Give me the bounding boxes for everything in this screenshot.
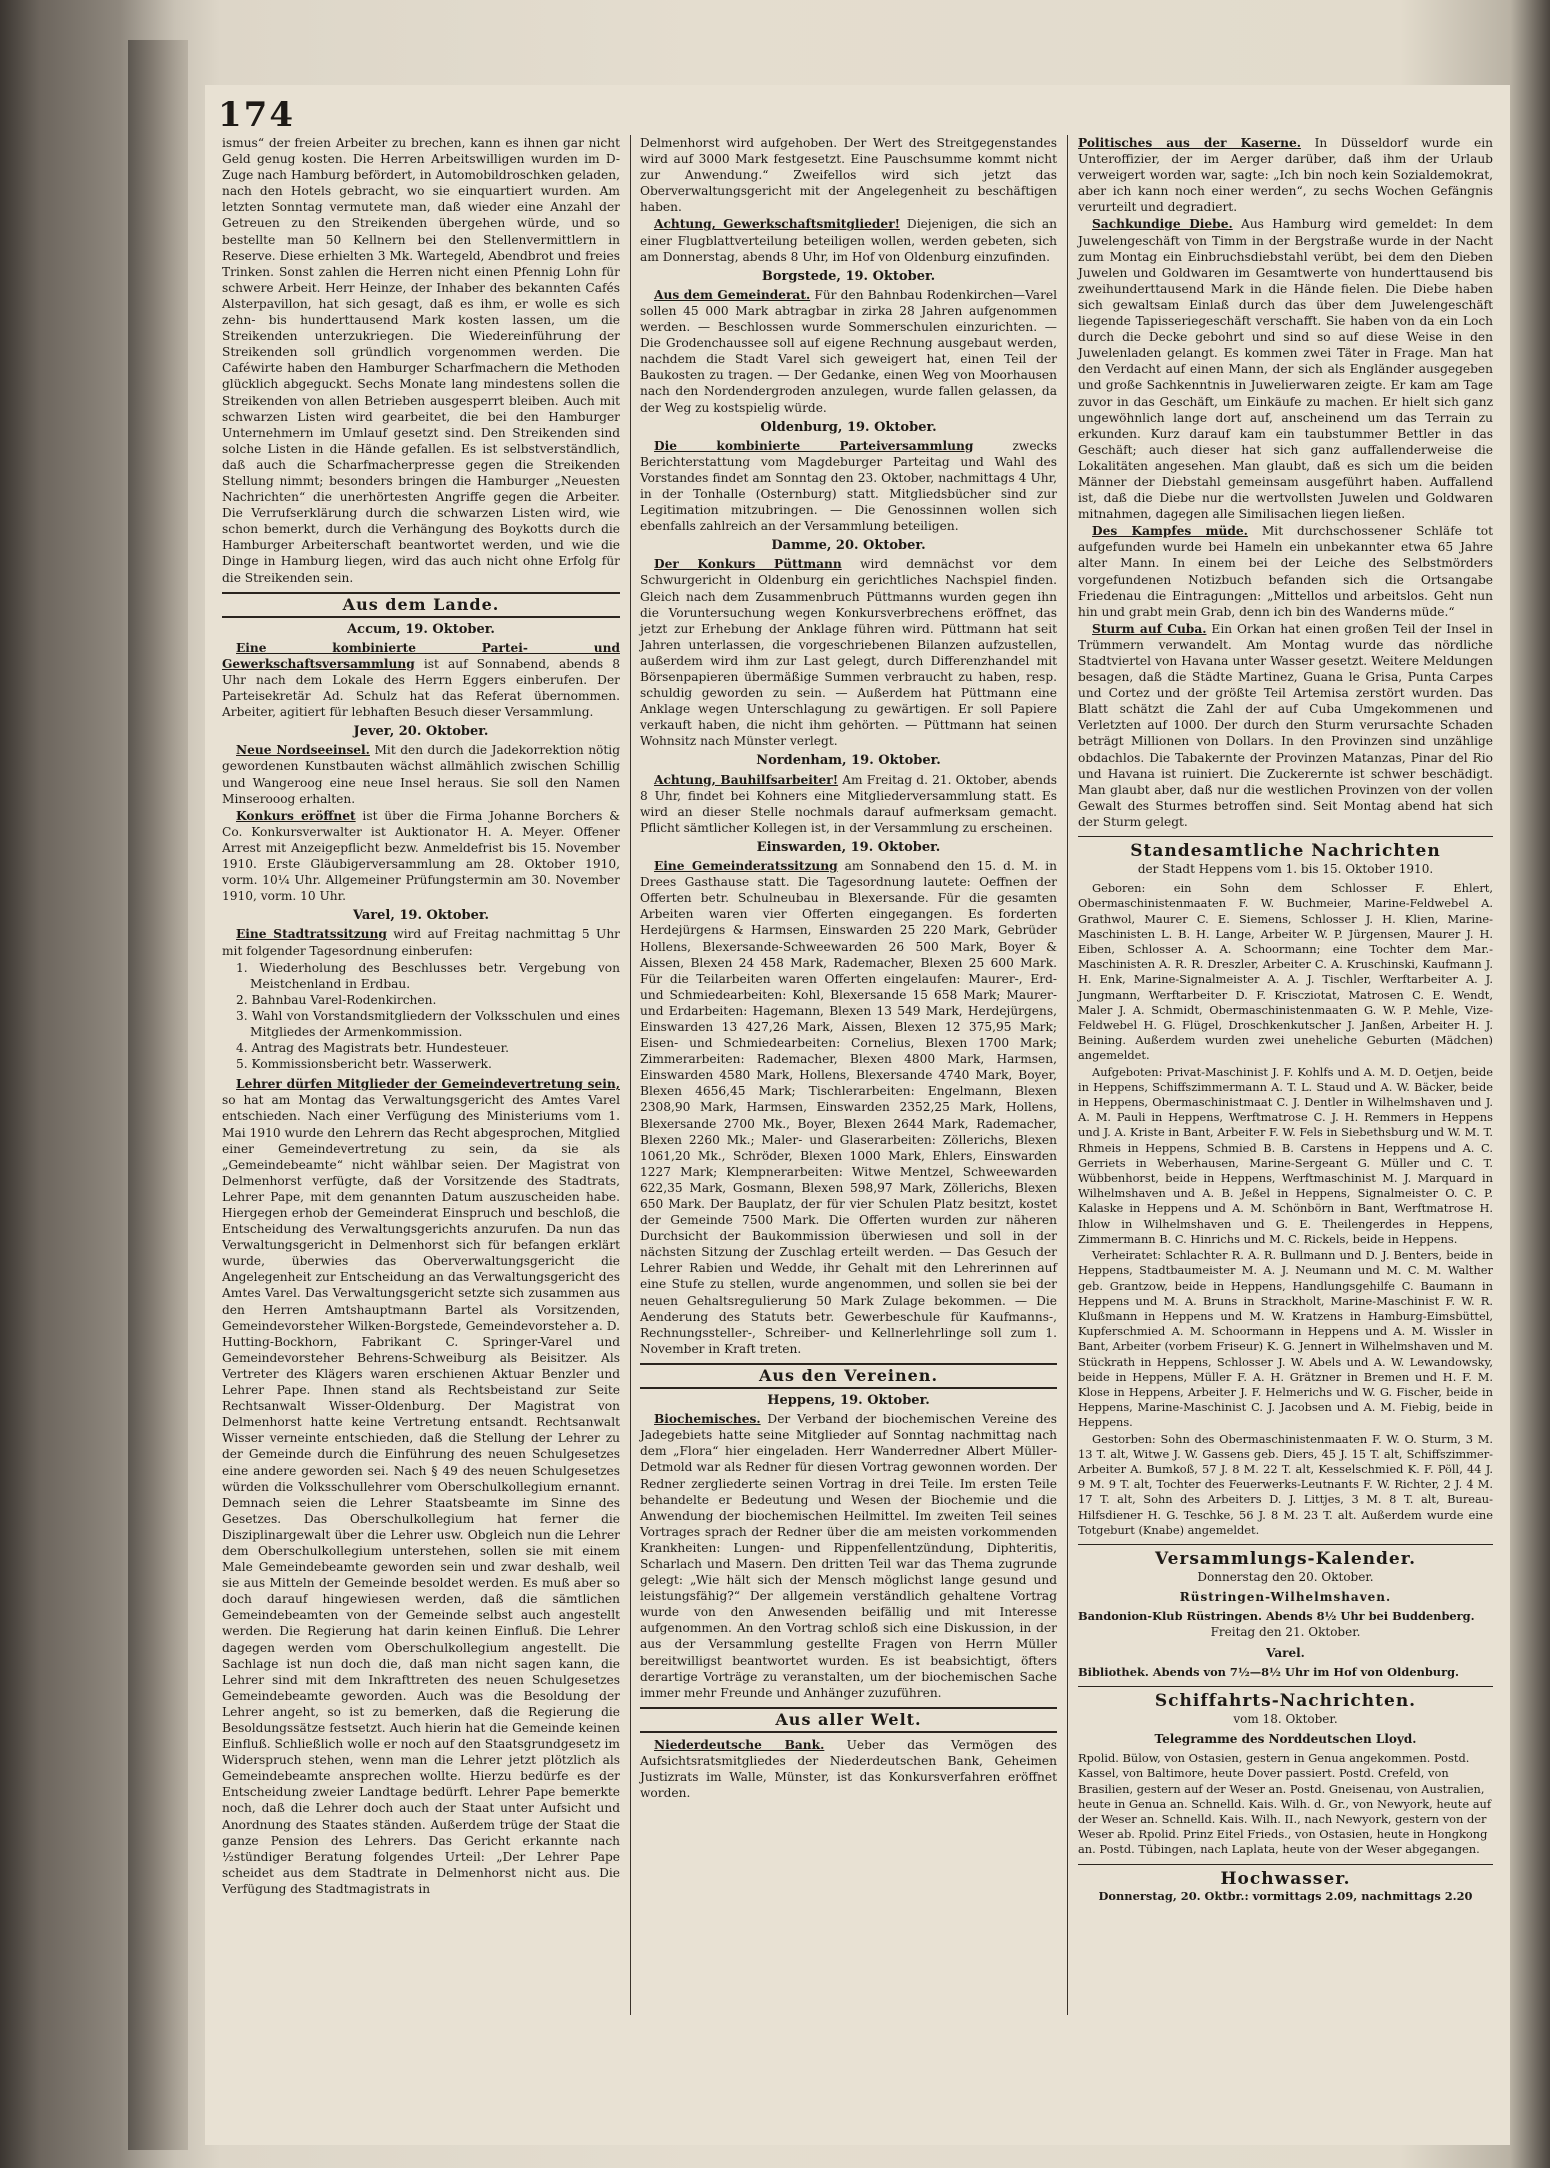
article-paragraph xyxy=(222,808,620,905)
article-paragraph xyxy=(222,1076,620,1897)
dateline: Oldenburg, 19. Oktober. xyxy=(760,419,937,435)
article-keyword: Eine kombinierte Partei- und Gewerkschaftsversammlung xyxy=(222,640,620,671)
article-keyword: Achtung, Bauhilfsarbeiter! xyxy=(654,772,839,787)
article-paragraph xyxy=(640,772,1057,836)
article-text: wird demnächst vor dem Schwurgericht in Oldenburg ein gerichtliches Nachspiel finden. Gleich nach dem Zusammenbruch Püttmanns wurden gegen ihn die Voruntersuchung wegen Konkursverbrechens eröffnet, das jetzt zur Erhebung der Anklage führen wird. Püttmann hat seit Jahren unterlassen, die vorgeschriebenen Bilanzen aufzustellen, außerdem wird ihm zur Last gelegt, durch Differenzhandel mit Börsenpapieren übermäßige Summen verbraucht zu haben, resp. schuldig geworden zu sein. — Außerdem hat Püttmann eine Anklage wegen Unterschlagung zu gewärtigen. Er soll Papiere verkauft haben, die nicht ihm gehörten. — Püttmann hat seinen Wohnsitz nach Münster verlegt. xyxy=(640,557,1058,749)
article-paragraph xyxy=(1078,523,1493,620)
article-text: Delmenhorst wird aufgehoben. Der Wert des Streitgegenstandes wird auf 3000 Mark festgesetzt. Eine Pauschsumme kommt nicht zur Anwendung.“ Zweifellos wird sich jetzt das Oberverwaltungsgericht mit der Angelegenheit zu beschäftigen haben. xyxy=(640,136,1057,215)
article-text: Aus Hamburg wird gemeldet: In dem Juwelengeschäft von Timm in der Bergstraße wurde in der Nacht zum Montag ein Einbruchsdiebstahl verübt, bei dem den Dieben Juwelen und Goldwaren im Gesamtwerte von hunderttausend bis zweihunderttausend Mark in die Hände fielen. Die Diebe haben sich gewaltsam Einlaß durch das über dem Juwelengeschäft liegende Tapisseriegeschäft verschafft. Sie haben von da ein Loch durch die Decke gebohrt und sind so auf diese Weise in den Juwelenladen gelangt. Es kommen zwei Täter in Frage. Man hat den Verdacht auf einen Mann, der sich als Engländer ausgegeben und große Sachkenntnis in Juwelierwaren zeigte. Er kam am Tage zuvor in das Geschäft, um Einkäufe zu machen. Er hielt sich ganz ungewöhnlich lange dort auf, anscheinend um das Terrain zu erkunden. Kurz darauf kam ein taubstummer Bettler in das Geschäft; auch dieser hat sich ganz auffallenderweise die Lokalitäten angesehen. Man glaubt, daß es sich um die beiden Männer der Diebstahl gemeinsam ausgeführt haben. Auffallend ist, daß die Diebe nur die wertvollsten Juwelen und Goldwaren mitnahmen, dagegen alle Similisachen liegen ließen. xyxy=(1078,217,1493,522)
shipping-list: Rpolid. Bülow, von Ostasien, gestern in Genua angekommen. Postd. Kassel, von Baltimore, heute Dover passiert. Postd. Crefeld, von Brasilien, gestern auf der Weser an. Postd. Gneisenau, von Australien, heute in Genua an. Schnelld. Kais. Wilh. d. Gr., von Newyork, heute auf der Weser an. Schnelld. Kais. Wilh. II., nach Newyork, gestern von der Weser ab. Rpolid. Prinz Eitel Frieds., von Ostasien, heute in Hongkong an. Postd. Tübingen, nach Laplata, heute von der Weser abgegangen. xyxy=(1078,1751,1492,1857)
article-paragraph xyxy=(640,858,1057,1357)
column-2 xyxy=(640,135,1057,1802)
calendar-place: Varel. xyxy=(1266,1645,1305,1660)
article-text: Diejenigen, die sich an einer Flugblattverteilung beteiligen wollen, werden gebeten, sich am Donnerstag, abends 8 Uhr, im Hof von Oldenburg einzufinden. xyxy=(640,217,1057,264)
article-keyword: Politisches aus der Kaserne. xyxy=(1078,136,1301,150)
column-rule xyxy=(630,135,631,2015)
article-keyword: Des Kampfes müde. xyxy=(1092,524,1248,539)
calendar-entry: Bandonion-Klub Rüstringen. Abends 8½ Uhr bei Buddenberg. xyxy=(1078,1609,1475,1624)
agenda-item: 2. Bahnbau Varel-Rodenkirchen. xyxy=(236,992,437,1007)
dateline: Nordenham, 19. Oktober. xyxy=(756,753,941,769)
section-heading: Aus aller Welt. xyxy=(640,1707,1057,1733)
calendar-date: Donnerstag den 20. Oktober. xyxy=(1197,1570,1374,1585)
article-keyword: Niederdeutsche Bank. xyxy=(654,1737,825,1752)
agenda-item: 3. Wahl von Vorstandsmitgliedern der Volksschulen und eines Mitgliedes der Armenkommission. xyxy=(236,1008,620,1039)
agenda-item: 1. Wiederholung des Beschlusses betr. Vergebung von Meistchenland in Erdbau. xyxy=(236,960,620,991)
article-keyword: Eine Stadtratssitzung xyxy=(236,927,387,942)
article-text: Für den Bahnbau Rodenkirchen—Varel sollen 45 000 Mark abtragbar in zirka 28 Jahren aufgenommen werden. — Beschlossen wurde Sommerschulen einzurichten. — Die Grodenchaussee soll auf eigene Rechnung ausgebaut werden, nachdem die Stadt Varel sich geweigert hat, einen Teil der Baukosten zu tragen. — Der Gedanke, einen Weg von Moorhausen nach den Nordendergroden anzulegen, wurde fallen gelassen, da der Weg zu kostspielig würde. xyxy=(640,287,1058,415)
article-text: so hat am Montag das Verwaltungsgericht des Amtes Varel entschieden. Nach einer Verfügung des Ministeriums vom 1. Mai 1910 wurde den Lehrern das Recht abgesprochen, Mitglied einer Gemeindevertretung zu sein, da sie als „Gemeindebeamte“ nicht wählbar seien. Der Magistrat von Delmenhorst verfügte, daß der Vorsitzende des Stadtrats, Lehrer Pape, mit dem genannten Datum auszuscheiden habe. Hiergegen erhob der Gemeinderat Einspruch und beschloß, die Entscheidung des Verwaltungsgerichts anzurufen. Da nun das Verwaltungsgericht in Delmenhorst sich für befangen erklärt wurde, überwies das Oberverwaltungsgericht die Angelegenheit zur Entscheidung an das Verwaltungsgericht des Amtes Varel. Das Verwaltungsgericht setzte sich zusammen aus den Herren Amtshauptmann Bartel als Vorsitzenden, Gemeindevorsteher Wilken-Borgstede, Gemeindevorsteher a. D. Hutting-Bockhorn, Fabrikant C. Springer-Varel und Gemeindevorsteher Behrens-Schweiburg als Beisitzer. Als Vertreter des Klägers waren erschienen Aktuar Benzler und Lehrer Pape. Ihnen stand als Rechtsbeistand zur Seite Rechtsanwalt Wisser-Oldenburg. Der Magistrat von Delmenhorst hatte keine Vertretung entsandt. Rechtsanwalt Wisser verneinte entschieden, daß die Stellung der Lehrer zu der Gemeinde durch die Einführung des neuen Schulgesetzes eine andere geworden sei. Nach § 49 des neuen Schulgesetzes würden die Volksschullehrer vom Oberschulkollegium ernannt. Demnach seien die Lehrer Staatsbeamte im Sinne des Gesetzes. Das Oberschulkollegium hat ferner die Disziplinargewalt über die Lehrer usw. Obgleich nun die Lehrer dem Oberschulkollegium unterstehen, sollen sie mit einem Male Gemeindebeamte geworden sein und zwar deshalb, weil sie aus Mitteln der Gemeinde besoldet werden. Es muß aber so doch darauf hingewiesen werden, daß die sämtlichen Gemeindebeamten von der Gemeinde selbst auch angestellt werden. Die Regierung hat darin keinen Einfluß. Die Lehrer dagegen werden vom Oberschulkollegium angestellt. Die Sachlage ist nun doch die, daß man nicht sagen kann, die Lehrer sind mit dem Inkrafttreten des neuen Schulgesetzes Gemeindebeamte geworden. Auch was die Besoldung der Lehrer angeht, so ist zu bemerken, daß die Regierung die Besoldungssätze festsetzt. Auch hierin hat die Gemeinde keinen Einfluß. Schließlich wolle er noch auf den Staatsgrundgesetz im Widerspruch stehen, wenn man die Lehrer jetzt plötzlich als Gemeindebeamte ansprechen wollte. Hierzu bedürfe es der Entscheidung zweier Landtage bedürft. Lehrer Pape bemerkte noch, daß die Lehrer doch auch der Staat unter Aufsicht und Anordnung des Staates ständen. Außerdem trüge der Staat die ganze Pension des Lehrers. Das Gericht erkannte nach ½stündiger Beratung folgendes Urteil: „Der Lehrer Pape scheidet aus dem Stadtrate in Delmenhorst nicht aus. Die Verfügung des Stadtmagistrats in xyxy=(222,1093,620,1896)
dateline: Einswarden, 19. Oktober. xyxy=(756,839,941,855)
article-paragraph xyxy=(1078,621,1493,830)
section-heading: Aus dem Lande. xyxy=(222,592,620,618)
article-paragraph xyxy=(222,640,620,720)
article-keyword: Aus dem Gemeinderat. xyxy=(654,287,811,302)
registry-deaths: Gestorben: Sohn des Obermaschinistenmaaten F. W. O. Sturm, 3 M. 13 T. alt, Witwe J. W. Gassens geb. Diers, 45 J. 15 T. alt, Schiffszimmer-Arbeiter A. Bumkoß, 57 J. 8 M. 22 T. alt, Kesselschmied K. F. Pöll, 44 J. 9 M. 9 T. alt, Tochter des Feuerwerks-Leutnants F. W. Richter, 2 J. 4 M. 17 T. alt, Sohn des Arbeiters D. J. Littjes, 3 M. 8 T. alt, Bureau-Hilfsdiener H. G. Teschke, 56 J. 8 M. 23 T. alt. Außerdem wurde eine Totgeburt (Knabe) angemeldet. xyxy=(1078,1431,1493,1537)
section-subtitle: Telegramme des Norddeutschen Lloyd. xyxy=(1154,1732,1417,1747)
article-keyword: Eine Gemeinderatssitzung xyxy=(654,859,838,874)
section-heading: Versammlungs-Kalender. xyxy=(1154,1548,1417,1569)
article-paragraph xyxy=(1078,216,1493,522)
article-keyword: Die kombinierte Parteiversammlung xyxy=(654,438,974,453)
article-text: ist über die Firma Johanne Borchers & Co. Konkursverwalter ist Auktionator H. A. Meyer. Offener Arrest mit Anzeigepflicht bezw. Anmeldefrist bis 15. November 1910. Erste Gläubigerversammlung am 28. Oktober 1910, vorm. 10¼ Uhr. Allgemeiner Prüfungstermin am 30. November 1910, vorm. 10 Uhr. xyxy=(222,808,621,904)
article-paragraph xyxy=(222,742,620,806)
column-1 xyxy=(222,135,620,1898)
article-paragraph xyxy=(1078,135,1493,215)
section-heading: Aus den Vereinen. xyxy=(640,1363,1057,1389)
article-keyword: Biochemisches. xyxy=(654,1412,761,1427)
article-text: Der Verband der biochemischen Vereine des Jadegebiets hatte seine Mitglieder auf Sonntag nachmittag nach dem „Flora“ hier eingeladen. Herr Wanderredner Albert Müller-Detmold war als Redner für diesen Vortrag gewonnen worden. Der Redner zergliederte seinen Vortrag in drei Teile. Im ersten Teile behandelte er Bedeutung und Wesen der Biochemie und die Anwendung der biochemischen Heilmittel. Im zweiten Teil seines Vortrages sprach der Redner über die am meisten vorkommenden Krankheiten: Lungen- und Rippenfellentzündung, Diphteritis, Scharlach und Masern. Den dritten Teil war das Thema zugrunde gelegt: „Wie hält sich der Mensch möglichst lange gesund und leistungsfähig?“ Der allgemein verständlich gehaltene Vortrag wurde von den Anwesenden beifällig und mit Interesse aufgenommen. An den Vortrag schloß sich eine Diskussion, in der aus der Versammlung gestellte Fragen von Herrn Müller bereitwilligst beantwortet wurden. Es ist beabsichtigt, öfters derartige Vorträge zu veranstalten, um der biochemischen Sache immer mehr Freunde und Anhänger zuzuführen. xyxy=(640,1412,1057,1700)
section-subtitle: vom 18. Oktober. xyxy=(1233,1711,1338,1726)
article-text: Mit durchschossener Schläfe tot aufgefunden wurde bei Hameln ein unbekannter etwa 65 Jahre alter Mann. In einem bei der Leiche des Selbstmörders vorgefundenen Notizbuch befanden sich die Ortsangabe Friedenau die Eintragungen: „Mittellos und arbeitslos. Geht nun hin und grabt mein Grab, denn ich bin des Wanderns müde.“ xyxy=(1078,524,1493,619)
article-keyword: Neue Nordseeinsel. xyxy=(236,743,370,758)
article-text: zwecks Berichterstattung vom Magdeburger Parteitag und Wahl des Vorstandes findet am Sonntag den 23. Oktober, nachmittags 4 Uhr, in der Tonhalle (Osternburg) statt. Mitgliedsbücher sind zur Legitimation mitzubringen. — Die Genossinnen wollen sich ebenfalls zahlreich an der Versammlung beteiligen. xyxy=(640,438,1057,534)
article-text: In Düsseldorf wurde ein Unteroffizier, der im Aerger darüber, daß ihm der Urlaub verweigert worden war, sagte: „Ich bin noch kein Sozialdemokrat, aber ich kann noch einer werden“, zu sechs Wochen Gefängnis verurteilt und degradiert. xyxy=(1078,136,1493,215)
dateline: Heppens, 19. Oktober. xyxy=(767,1393,930,1409)
registry-marriages: Verheiratet: Schlachter R. A. R. Bullmann und D. J. Benters, beide in Heppens, Stadtbaumeister M. A. J. Neumann und M. C. M. Walther geb. Grantzow, beide in Heppens, Handlungsgehilfe C. Baumann in Heppens und M. A. Bruns in Strackholt, Marine-Maschinist F. W. R. Klußmann in Heppens und M. W. Kratzens in Hamburg-Eimsbüttel, Kupferschmied A. M. Schoormann in Heppens und A. M. Wissler in Bant, Arbeiter (vorbem Friseur) K. G. Jennert in Wilhelmshaven und M. Stückrath in Heppens, Schlosser J. W. Abels und A. W. Lewandowsky, beide in Heppens, Müller F. A. H. Grätzner in Bremen und H. F. M. Klose in Heppens, Arbeiter J. F. Helmerichs und W. G. Fischer, beide in Heppens, Marine-Maschinist C. J. Jacobsen und A. M. Fiebig, beide in Heppens. xyxy=(1078,1248,1493,1430)
article-text: wird auf Freitag nachmittag 5 Uhr mit folgender Tagesordnung einberufen: xyxy=(222,927,621,958)
tide-times: Donnerstag, 20. Oktbr.: vormittags 2.09, nachmittags 2.20 xyxy=(1098,1888,1473,1903)
article-text: ist auf Sonnabend, abends 8 Uhr nach dem Lokale des Herrn Eggers einberufen. Der Parteisekretär Ad. Schulz hat das Referat übernommen. Arbeiter, agitiert für lebhaften Besuch dieser Versammlung. xyxy=(222,656,620,720)
column-rule xyxy=(1067,135,1068,2015)
article-keyword: Achtung, Gewerkschaftsmitglieder! xyxy=(654,217,900,232)
article-text: Ueber das Vermögen des Aufsichtsratsmitgliedes der Niederdeutschen Bank, Geheimen Justizrats im Walle, Münster, ist das Konkursverfahren eröffnet worden. xyxy=(640,1737,1058,1801)
registry-births: Geboren: ein Sohn dem Schlosser F. Ehlert, Obermaschinistenmaaten F. W. Buchmeier, Marine-Feldwebel A. Grathwol, Maurer C. E. Siemens, Schlosser J. H. Klien, Marine-Maschinisten L. B. H. Lange, Arbeiter W. P. Jürgensen, Maurer J. H. Eiben, Schlosser A. A. Schoormann; eine Tochter dem Mar.-Maschinisten A. R. R. Dreszler, Arbeiter C. A. Kruschinski, Kaufmann J. H. Enk, Marine-Signalmeister A. A. J. Tischler, Werftarbeiter A. J. Jungmann, Werftarbeiter D. F. Kriscziotat, Matrosen C. E. Wendt, Maler J. A. Schmidt, Obermaschinistenmaaten G. W. P. Mehle, Vize-Feldwebel H. G. Flügel, Droschkenkutscher J. Janßen, Arbeiter H. J. Beining. Außerdem wurden zwei uneheliche Geburten (Mädchen) angemeldet. xyxy=(1078,881,1493,1063)
article-text: Ein Orkan hat einen großen Teil der Insel in Trümmern verwandelt. Am Montag wurde das nördliche Stadtviertel von Havana unter Wasser gesetzt. Weitere Meldungen besagen, daß die Städte Martinez, Guana le Grisa, Punta Carpes und Cortez und der größte Teil Artemisa zerstört wurden. Das Blatt schätzt die Zahl der auf Cuba Umgekommenen und Verletzten auf 1000. Der durch den Sturm verursachte Schaden beträgt Millionen von Dollars. In den Provinzen sind unzählige obdachlos. Die Tabakernte der Provinzen Matanzas, Pinar del Rio und Havana ist ruiniert. Die Zuckerernte ist schwer beschädigt. Man glaubt aber, daß nur die westlichen Provinzen von der vollen Gewalt des Sturmes betroffen sind. Seit Montag abend hat sich der Sturm gelegt. xyxy=(1078,621,1493,829)
article-text: Am Freitag d. 21. Oktober, abends 8 Uhr, findet bei Kohners eine Mitgliederversammlung statt. Es wird an dieser Stelle nochmals darauf aufmerksam gemacht. Pflicht sämtlicher Kollegen ist, in der Versammlung zu erscheinen. xyxy=(640,772,1058,835)
article-paragraph xyxy=(640,556,1057,749)
dateline: Damme, 20. Oktober. xyxy=(771,538,926,554)
article-text: ismus“ der freien Arbeiter zu brechen, kann es ihnen gar nicht Geld genug kosten. Die Herren Arbeitswilligen wurden im D-Zuge nach Hamburg befördert, in Automobildroschken geladen, nach den Hotels gebracht, wo sie einquartiert wurden. Am letzten Sonntag vermutete man, daß wieder eine Anzahl der Getreuen zu den Streikenden übergehen würde, und so bestellte man 50 Kellnern bei den Stellenvermittlern in Reserve. Diese erhielten 3 Mk. Wartegeld, Abendbrot und freies Trinken. Sonst zahlen die Herren nicht einen Pfennig Lohn für schwere Arbeit. Herr Heinze, der Inhaber des bekannten Cafés Alsterpavillon, hat sich gesagt, daß es ihm, er wolle es sich zehn- bis hunderttausend Mark kosten lassen, um die Streikenden unterzukriegen. Die Wiedereinführung der Streikenden soll gründlich vorgenommen werden. Die Caféwirte haben den Hamburger Scharfmachern die Methoden glücklich abgeguckt. Sechs Monate lang mindestens sollen die Streikenden von allen Betrieben ausgesperrt bleiben. Auch mit schwarzen Listen wird gearbeitet, die bei den Hamburger Unternehmern im Umlauf gesetzt sind. Den Streikenden sind solche Listen in die Hände gefallen. Es ist selbstverständlich, daß auch die Scharfmacherpresse gegen die Streikenden Stellung nimmt; besonders bringen die Hamburger „Neuesten Nachrichten“ die unerhörtesten Angriffe gegen die Arbeiter. Die Verrufserklärung durch die schwarzen Listen wird, wie schon bemerkt, durch die Verhängung des Boykotts durch die Hamburger Arbeiterschaft beantwortet werden, und wie die Dinge in Hamburg liegen, wird das auch nicht ohne Erfolg für die Streikenden sein. xyxy=(222,136,620,585)
divider xyxy=(1078,1864,1493,1865)
article-text: Mit den durch die Jadekorrektion nötig gewordenen Kunstbauten wächst allmählich zwischen Schillig und Wangeroog eine neue Insel heraus. Sie soll den Namen Minserooog erhalten. xyxy=(222,743,620,806)
article-keyword: Konkurs eröffnet xyxy=(236,808,356,823)
book-binding-shadow xyxy=(128,40,188,2150)
article-keyword: Sachkundige Diebe. xyxy=(1092,217,1233,232)
divider xyxy=(1078,836,1493,837)
column-3 xyxy=(1078,135,1493,1904)
section-heading: Schiffahrts-Nachrichten. xyxy=(1154,1690,1417,1711)
article-paragraph xyxy=(640,216,1057,264)
calendar-place: Rüstringen-Wilhelmshaven. xyxy=(1179,1590,1392,1605)
calendar-entry: Bibliothek. Abends von 7½—8½ Uhr im Hof von Oldenburg. xyxy=(1078,1664,1460,1679)
article-keyword: Sturm auf Cuba. xyxy=(1092,621,1207,636)
agenda-item: 4. Antrag des Magistrats betr. Hundesteuer. xyxy=(236,1041,509,1056)
article-text: am Sonnabend den 15. d. M. in Drees Gasthause statt. Die Tagesordnung lautete: Oeffnen der Offerten betr. Schulneubau in Blexersande. Für die gesamten Arbeiten waren vier Offerten eingegangen. Es forderten Herdejürgens & Harmsen, Einswarden 25 220 Mark, Gebrüder Hollens, Blexersande-Schweewarden 26 500 Mark, Boyer & Aissen, Blexen 24 458 Mark, Rademacher, Blexen 25 600 Mark. Für die Teilarbeiten waren Offerten eingelaufen: Maurer-, Erd- und Schmiedearbeiten: Kohl, Blexersande 15 658 Mark; Maurer- und Erdarbeiten: Hagemann, Blexen 13 549 Mark, Herdejürgens, Einswarden 13 427,26 Mark, Aissen, Blexen 12 375,95 Mark; Eisen- und Schmiedearbeiten: Cornelius, Blexen 1700 Mark; Zimmerarbeiten: Rademacher, Blexen 4800 Mark, Harmsen, Einswarden 4580 Mark, Hollens, Blexersande 4740 Mark, Boyer, Blexen 4656,45 Mark; Tischlerarbeiten: Engelmann, Blexen 2308,90 Mark, Harmsen, Einswarden 2352,25 Mark, Hollens, Blexersande 2700 Mk., Boyer, Blexen 2644 Mark, Rademacher, Blexen 2260 Mk.; Maler- und Glaserarbeiten: Zöllerichs, Blexen 1061,20 Mk., Schröder, Blexen 1000 Mark, Ehlers, Einswarden 1227 Mark; Klempnerarbeiten: Witwe Mentzel, Schweewarden 622,35 Mark, Gosmann, Blexen 598,97 Mark, Zöllerichs, Blexen 650 Mark. Der Bauplatz, der für vier Schulen Platz besitzt, kostet der Gemeinde 7500 Mark. Die Offerten wurden zur näheren Durchsicht der Baukommission überwiesen und soll in der nächsten Sitzung der Zuschlag erteilt werden. — Das Gesuch der Lehrer Rabien und Wedde, ihr Gehalt mit den Lehrerinnen auf eine Stufe zu stellen, wurde angenommen, und sollen sie bei der neuen Gehaltsregulierung 50 Mark Zulage bekommen. — Die Aenderung des Statuts betr. Gewerbeschule für Kaufmanns-, Rechnungssteller-, Schreiber- und Kellnerlehrlinge soll zum 1. November in Kraft treten. xyxy=(640,859,1058,1356)
divider xyxy=(1078,1544,1493,1545)
section-heading: Standesamtliche Nachrichten xyxy=(1130,841,1441,862)
calendar-date: Freitag den 21. Oktober. xyxy=(1210,1625,1361,1640)
dateline: Accum, 19. Oktober. xyxy=(347,621,495,637)
article-paragraph xyxy=(640,287,1057,416)
dateline: Borgstede, 19. Oktober. xyxy=(761,268,936,284)
article-paragraph xyxy=(640,1737,1057,1801)
page-number: 174 xyxy=(218,95,295,135)
dateline: Varel, 19. Oktober. xyxy=(352,908,490,924)
divider xyxy=(1078,1686,1493,1687)
article-keyword: Lehrer dürfen Mitglieder der Gemeindevertretung sein, xyxy=(236,1077,620,1092)
article-paragraph xyxy=(222,926,620,958)
dateline: Jever, 20. Oktober. xyxy=(353,724,489,740)
article-paragraph xyxy=(640,438,1057,535)
article-paragraph xyxy=(640,1411,1057,1701)
article-keyword: Der Konkurs Püttmann xyxy=(654,557,842,572)
section-subtitle: der Stadt Heppens vom 1. bis 15. Oktober 1910. xyxy=(1137,862,1434,877)
agenda-item: 5. Kommissionsbericht betr. Wasserwerk. xyxy=(236,1057,492,1072)
registry-banns: Aufgeboten: Privat-Maschinist J. F. Kohlfs und A. M. D. Oetjen, beide in Heppens, Schiffszimmermann A. T. L. Staud und A. W. Bäcker, beide in Heppens, Obermaschinistmaat C. J. Dentler in Wilhelmshaven und J. A. M. Pauli in Heppens, Werftmatrose C. J. H. Remmers in Heppens und J. A. Kriste in Bant, Arbeiter F. W. Fels in Siebethsburg und W. M. T. Rhmeis in Heppens, Schmied B. B. Carstens in Heppens und A. C. Gerriets in Weberhausen, Marine-Sergeant G. Müller und C. T. Wübbenhorst, beide in Heppens, Werftmaschinist M. J. Marquard in Wilhelmshaven und A. B. Jeßel in Heppens, Signalmeister O. C. P. Kalaske in Heppens und A. M. Schönbörn in Bant, Werftmatrose H. Ihlow in Wilhelmshaven und G. E. Theilengerdes in Heppens, Zimmermann B. C. Hinrichs und M. C. Rickels, beide in Heppens. xyxy=(1078,1064,1494,1246)
section-heading: Hochwasser. xyxy=(1220,1868,1351,1889)
